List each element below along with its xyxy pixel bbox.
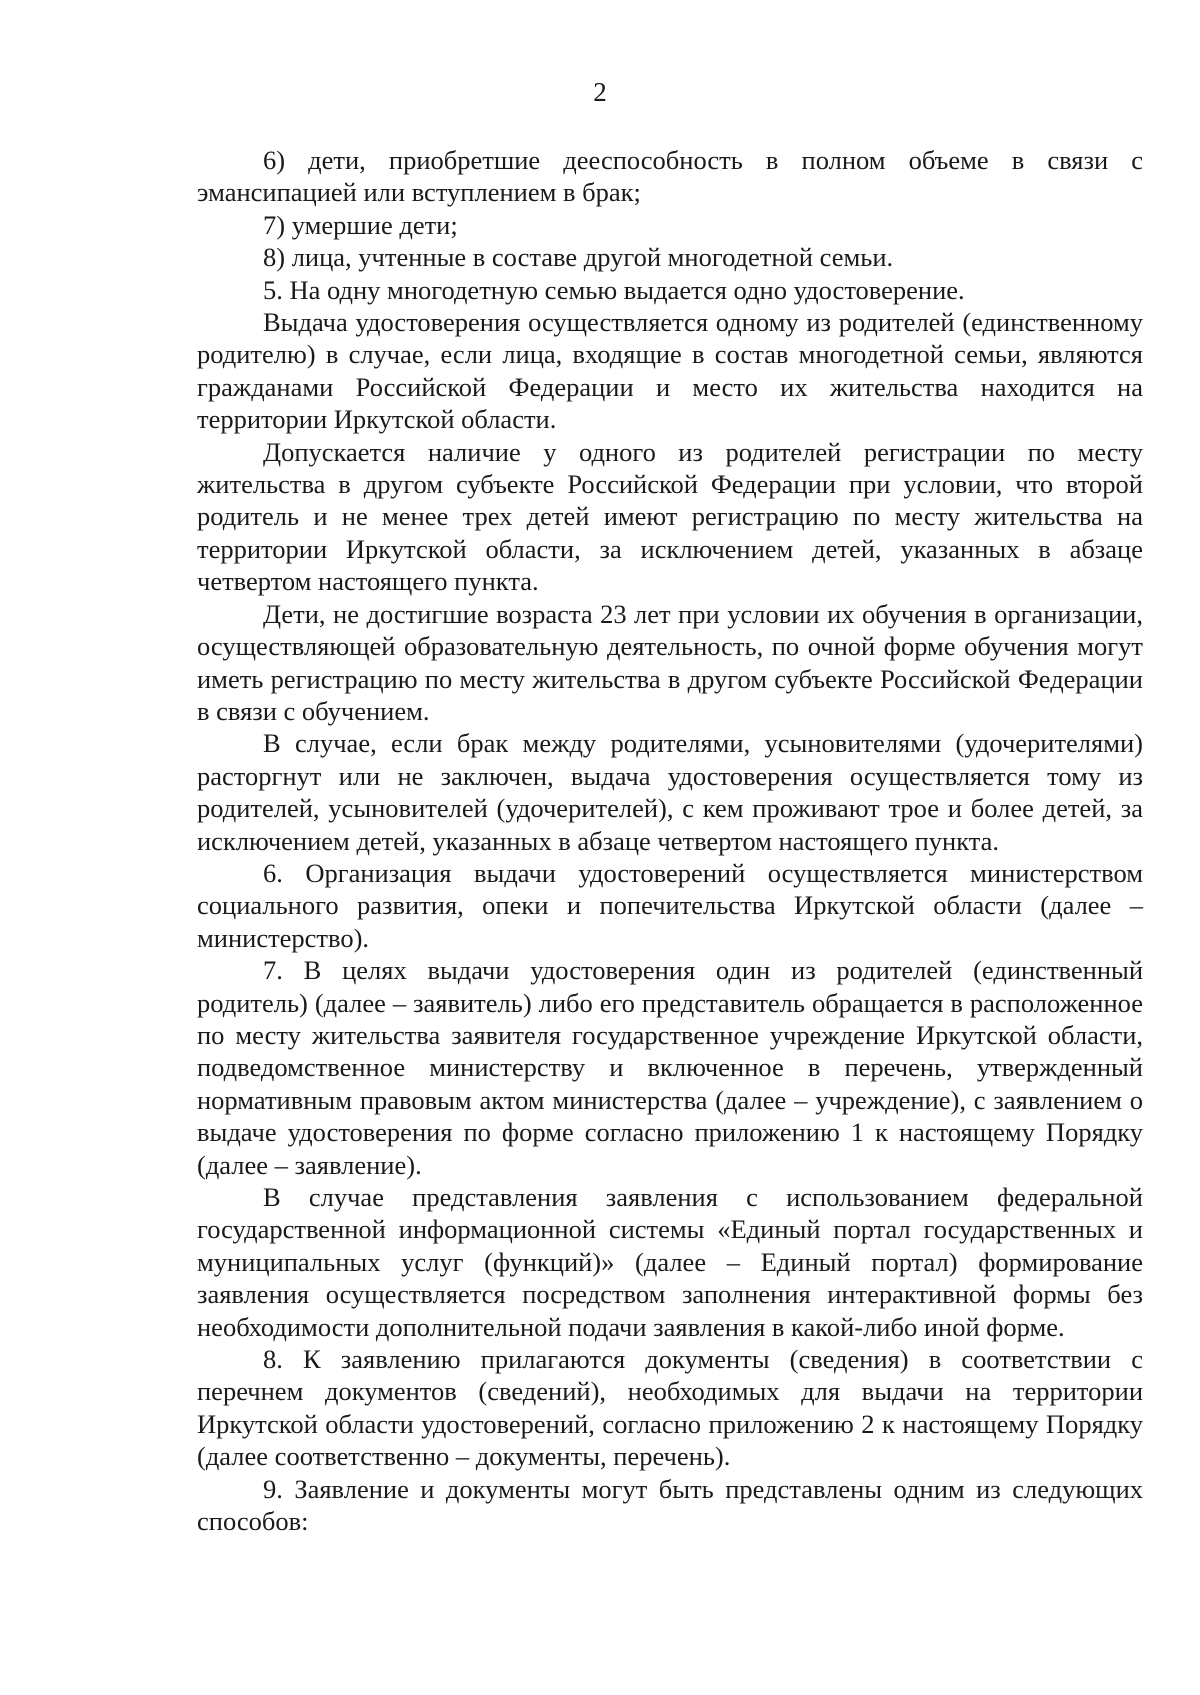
page-number: 2 (593, 77, 607, 107)
paragraph-divorce-case: В случае, если брак между родителями, усыновителями (удочерителями) расторгнут или не заключен, выдача удостоверения осуществляется тому из родителей, усыновителей (удочерителей), с кем проживают трое и более детей, за исключением детей, указанных в абзаце четвертом настоящего пункта. (197, 728, 1143, 856)
paragraph-section-6: 6. Организация выдачи удостоверений осуществляется министерством социального развития, опеки и попечительства Иркутской области (далее – министерство). (197, 857, 1143, 953)
paragraph-item-6: 6) дети, приобретшие дееспособность в полном объеме в связи с эмансипацией или вступлением в брак; (197, 145, 1143, 208)
paragraph-section-5: 5. На одну многодетную семью выдается одно удостоверение. (263, 274, 965, 305)
paragraph-section-8: 8. К заявлению прилагаются документы (сведения) в соответствии с перечнем документов (сведений), необходимых для выдачи на территории Иркутской области удостоверений, согласно приложению 2 к настоящему Порядку (далее соответственно – документы, перечень). (197, 1344, 1143, 1472)
paragraph-unified-portal: В случае представления заявления с использованием федеральной государственной информационной системы «Единый портал государственных и муниципальных услуг (функций)» (далее – Единый портал) формирование заявления осуществляется посредством заполнения интерактивной формы без необходимости дополнительной подачи заявления в какой-либо иной форме. (197, 1182, 1143, 1342)
document-body (197, 144, 1143, 1537)
paragraph-students-registration: Дети, не достигшие возраста 23 лет при условии их обучения в организации, осуществляющей образовательную деятельность, по очной форме обучения могут иметь регистрацию по месту жительства в другом субъекте Российской Федерации в связи с обучением. (197, 598, 1143, 726)
paragraph-section-7: 7. В целях выдачи удостоверения один из родителей (единственный родитель) (далее – заявитель) либо его представитель обращается в расположенное по месту жительства заявителя государственное учреждение Иркутской области, подведомственное министерству и включенное в перечень, утвержденный нормативным правовым актом министерства (далее – учреждение), с заявлением о выдаче удостоверения по форме согласно приложению 1 к настоящему Порядку (далее – заявление). (197, 955, 1143, 1180)
paragraph-item-7: 7) умершие дети; (263, 209, 458, 240)
paragraph-item-8: 8) лица, учтенные в составе другой многодетной семьи. (263, 242, 894, 273)
paragraph-issuance-conditions: Выдача удостоверения осуществляется одному из родителей (единственному родителю) в случае, если лица, входящие в состав многодетной семьи, являются гражданами Российской Федерации и место их жительства находится на территории Иркутской области. (197, 307, 1143, 435)
paragraph-registration-allowance: Допускается наличие у одного из родителей регистрации по месту жительства в другом субъекте Российской Федерации при условии, что второй родитель и не менее трех детей имеют регистрацию по месту жительства на территории Иркутской области, за исключением детей, указанных в абзаце четвертом настоящего пункта. (197, 436, 1143, 597)
paragraph-section-9: 9. Заявление и документы могут быть представлены одним из следующих способов: (197, 1473, 1143, 1537)
